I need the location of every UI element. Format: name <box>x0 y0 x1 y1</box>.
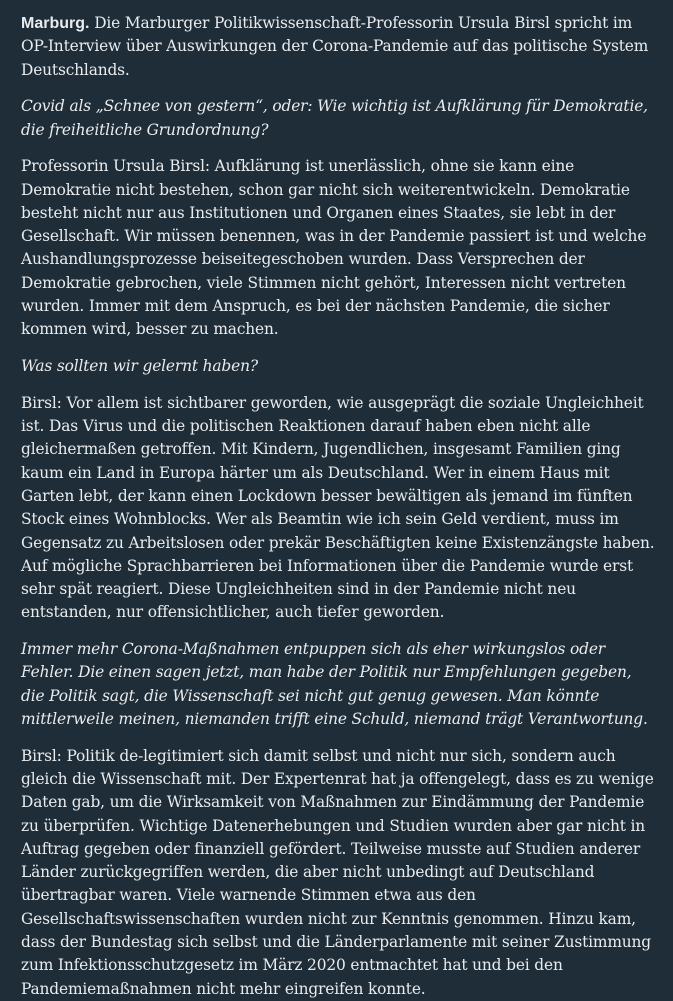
interview-question-3: Immer mehr Corona-Maßnahmen entpuppen sich als eher wirkungslos oder Fehler. Die einen sagen jetzt, man habe der Politik nur Empfehlungen gegeben, die Politik sagt, die Wissenschaft sei nicht gut genug gewesen. Man könnte mittlerweile meinen, niemanden trifft eine Schuld, niemand trägt Verantwortung. <box>21 640 648 728</box>
interview-answer-2: Birsl: Vor allem ist sichtbarer geworden, wie ausgeprägt die soziale Ungleichheit ist. Das Virus und die politischen Reaktionen darauf haben eben nicht alle gleichermaßen getroffen. Mit Kindern, Jugendlichen, insgesamt Familien ging kaum ein Land in Europa härter um als Deutschland. Wer in einem Haus mit Garten lebt, der kann einen Lockdown besser bewältigen als jemand im fünften Stock eines Wohnblocks. Wer als Beamtin wie ich sein Geld verdient, muss im Gegensatz zu Arbeitslosen oder prekär Beschäftigten keine Existenzängste haben. Auf mögliche Sprachbarrieren bei Informationen über die Pandemie wurde erst sehr spät reagiert. Diese Ungleichheiten sind in der Pandemie nicht neu entstanden, nur offensichtlicher, auch tiefer geworden. <box>21 393 655 622</box>
dateline: Marburg. <box>21 15 90 32</box>
article-intro <box>21 12 655 82</box>
interview-answer-3: Birsl: Politik de-legitimiert sich damit selbst und nicht nur sich, sondern auch gleich die Wissenschaft mit. Der Expertenrat hat ja offengelegt, dass es zu wenige Daten gab, um die Wirksamkeit von Maßnahmen zur Eindämmung der Pandemie zu überprüfen. Wichtige Datenerhebungen und Studien wurden aber gar nicht in Auftrag gegeben oder finanziell gefördert. Teilweise musste auf Studien anderer Länder zurückgegriffen werden, die aber nicht unbedingt auf Deutschland übertragbar waren. Viele warnende Stimmen etwa aus den Gesellschaftswissenschaften wurden nicht zur Kenntnis genommen. Hinzu kam, dass der Bundestag sich selbst und die Länderparlamente mit seiner Zustimmung zum Infektionsschutzgesetz im März 2020 entmachtet hat und bei den Pandemiemaßnahmen nicht mehr eingreifen konnte. <box>21 746 654 998</box>
intro-text: Die Marburger Politikwissenschaft-Professorin Ursula Birsl spricht im OP-Interview über Auswirkungen der Corona-Pandemie auf das politische System Deutschlands. <box>21 14 649 79</box>
interview-question-1: Covid als „Schnee von gestern“, oder: Wie wichtig ist Aufklärung für Demokratie, die freiheitliche Grundordnung? <box>21 97 648 139</box>
interview-answer-1: Professorin Ursula Birsl: Aufklärung ist unerlässlich, ohne sie kann eine Demokratie nicht bestehen, schon gar nicht sich weiterentwickeln. Demokratie besteht nicht nur aus Institutionen und Organen eines Staates, sie lebt in der Gesellschaft. Wir müssen benennen, was in der Pandemie passiert ist und welche Aushandlungsprozesse beiseitegeschoben wurden. Dass Versprechen der Demokratie gebrochen, viele Stimmen nicht gehört, Interessen nicht vertreten wurden. Immer mit dem Anspruch, es bei der nächsten Pandemie, die sicher kommen wird, besser zu machen. <box>21 157 647 339</box>
interview-question-2: Was sollten wir gelernt haben? <box>21 357 258 376</box>
